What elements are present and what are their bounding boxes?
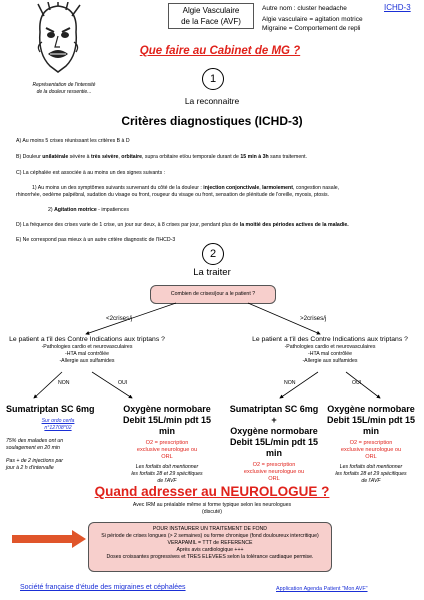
ichd-link[interactable]: ICHD-3: [384, 3, 411, 12]
box-line: Si période de crises longues (> 2 semaines) ou forme chronique (fond douloureux intercritique): [101, 533, 319, 539]
subtitle-line: (discuté): [202, 509, 222, 515]
box-line: Doses croissantes progressives et TRES ELEVEES selon la tolérance cardiaque permise.: [106, 554, 314, 560]
o2-rx-line: ORL: [161, 454, 173, 460]
text: Agitation motrice: [54, 207, 97, 213]
left-sumatriptan-block: [6, 404, 110, 472]
left-oxygen-block: [112, 404, 222, 485]
author-line: Algie vasculaire = agitation motrice: [262, 16, 363, 23]
o2-rx-line: exclusive neurologue ou: [243, 469, 305, 475]
text: , supra orbitaire et/ou temporale durant de: [142, 154, 241, 160]
note-line: 75% des malades ont un: [6, 438, 64, 444]
neurologist-title: Quand adresser au NEUROLOGUE ?: [94, 484, 330, 499]
forfait-note-line: les forfaits 28 et 29 spécifiques: [131, 471, 203, 477]
o2-rx-line: O2 = prescription: [145, 440, 189, 446]
combo-title-line: Oxygène normobare: [230, 426, 318, 436]
oxygen-title-line: Oxygène normobare: [327, 404, 415, 414]
criteria-heading: Critères diagnostiques (ICHD-3): [121, 114, 303, 128]
text: , congestion nasale,: [292, 185, 340, 191]
avf-title-line: Algie Vasculaire: [182, 6, 240, 15]
step-2-circle: 2: [202, 243, 224, 265]
sumatriptan-title: Sumatriptan SC 6mg: [6, 404, 95, 414]
sfemc-link[interactable]: Société française d'étude des migraines et céphalées: [20, 584, 186, 591]
oxygen-title-line: Debit 15L/min pdt 15: [326, 415, 415, 425]
forfait-note-line: de l'AVF: [361, 478, 381, 484]
text: B) Douleur: [16, 154, 43, 160]
ci-item: -Allergie aux sulfamides: [302, 358, 358, 364]
o2-rx-line: exclusive neurologue ou: [340, 447, 402, 453]
criterion-a: A) Au moins 5 crises réunissant les critères B à D: [16, 138, 130, 144]
text: 1) Au moins un des symptômes suivants survenant du côté de la douleur :: [32, 185, 204, 191]
forfait-note-line: Les forfaits doit mentionner: [339, 464, 403, 470]
text: larmoiement: [262, 185, 293, 191]
note-line: Pas + de 2 injections par: [6, 458, 63, 464]
left-non-label: NON: [58, 380, 70, 386]
branch-left-label: <2crises/j: [106, 315, 133, 322]
text: la moitié des périodes actives de la maladie.: [239, 222, 349, 228]
text: injection conjonctivale: [203, 185, 260, 191]
right-oui-label: OUI: [352, 380, 362, 386]
oxygen-title-line: Debit 15L/min pdt 15: [122, 415, 211, 425]
step-1-label: La reconnaitre: [184, 96, 240, 106]
combo-title-line: min: [265, 448, 282, 458]
branch-right-label: >2crises/j: [300, 315, 327, 322]
text: sans traitement.: [268, 154, 308, 160]
text: 15 min à 3h: [240, 154, 269, 160]
ci-question: Le patient a t'il des Contre Indications aux triptans ?: [9, 336, 165, 343]
text: unilatérale: [42, 154, 69, 160]
oxygen-title-line: Oxygène normobare: [123, 404, 211, 414]
o2-rx-line: O2 = prescription: [252, 462, 296, 468]
criterion-c: C) La céphalée est associée à au moins un des signes suivants :: [16, 170, 166, 176]
ci-item: -Pathologies cardio et neurovasculaires: [41, 344, 133, 350]
step-2-label: La traiter: [193, 267, 231, 278]
step-1-circle: 1: [202, 68, 224, 90]
note-line: jour à 2 h d'intervalle: [6, 465, 54, 471]
text: orbitaire: [121, 154, 143, 160]
caption-line: de la douleur ressentie...: [36, 89, 92, 95]
ci-item: -Allergie aux sulfamides: [59, 358, 115, 364]
criterion-c1-continued: rhinorrhée, oedème palpébral, sudation du visage ou front, rougeur du visage ou front, sensation de plénitude de l'oreille, myosis, ptosis.: [16, 192, 330, 198]
ci-item: -HTA mal contrôlée: [64, 351, 109, 357]
crises-question-box: Combien de crises/jour a le patient ?: [150, 285, 276, 304]
neurologist-subtitle: [80, 502, 344, 516]
combo-title-line: +: [271, 415, 277, 425]
subtitle-line: Avec IRM au préalable même si forme typique selon les neurologues: [132, 502, 292, 508]
o2-rx-line: ORL: [365, 454, 377, 460]
box-line: POUR INSTAURER UN TRAITEMENT DE FOND: [152, 526, 268, 532]
ci-item: -HTA mal contrôlée: [307, 351, 352, 357]
avf-title-line: de la Face (AVF): [181, 17, 241, 26]
author-line: Autre nom : cluster headache: [262, 5, 347, 12]
combo-title-line: Debit 15L/min pdt 15: [229, 437, 318, 447]
page-title: Que faire au Cabinet de MG ?: [139, 45, 301, 57]
author-line: Migraine = Comportement de repli: [262, 25, 361, 32]
left-oui-label: OUI: [118, 380, 128, 386]
mon-avf-app-link[interactable]: Application Agenda Patient "Mon AVF": [276, 586, 368, 592]
o2-rx-line: O2 = prescription: [349, 440, 393, 446]
text: très sévère: [90, 154, 119, 160]
o2-rx-line: exclusive neurologue ou: [136, 447, 198, 453]
cerfa-number-link[interactable]: n°12708*02: [44, 425, 72, 431]
right-non-label: NON: [284, 380, 296, 386]
oxygen-title-line: min: [362, 426, 379, 436]
criterion-e: E) Ne correspond pas mieux à un autre critère diagnostic de l'IHCD-3: [16, 237, 176, 243]
note-line: soulagement en 20 min: [6, 445, 60, 451]
left-ci-block: [2, 336, 172, 365]
box-line: Après avis cardiologique +++: [176, 547, 244, 553]
box-line: VERAPAMIL = TTT de REFERENCE: [167, 540, 253, 546]
background-treatment-box: [88, 522, 332, 572]
text: 2): [48, 207, 55, 213]
oxygen-title-line: min: [158, 426, 175, 436]
combo-title-line: Sumatriptan SC 6mg: [229, 404, 319, 414]
ci-item: -Pathologies cardio et neurovasculaires: [284, 344, 376, 350]
ci-question: Le patient a t'il des Contre Indications aux triptans ?: [252, 336, 408, 343]
text: sévère à: [68, 154, 91, 160]
forfait-note-line: de l'AVF: [157, 478, 177, 484]
text: ,: [259, 185, 263, 191]
text: ,: [118, 154, 122, 160]
cerfa-link[interactable]: Sur ordo cerfa: [41, 418, 75, 424]
right-oxygen-block: [318, 404, 424, 485]
text: D) La fréquence des crises varie de 1 crise, un jour sur deux, à 8 crises par jour, pendant plus de: [16, 222, 240, 228]
right-ci-block: [240, 336, 420, 365]
right-sumatriptan-oxygen-block: [222, 404, 326, 483]
forfait-note-line: Les forfaits doit mentionner: [135, 464, 199, 470]
forfait-note-line: les forfaits 28 et 29 spécifiques: [335, 471, 407, 477]
o2-rx-line: ORL: [268, 476, 280, 482]
caption-line: Représentation de l'intensité: [32, 82, 96, 88]
text: - impatiences: [96, 207, 130, 213]
